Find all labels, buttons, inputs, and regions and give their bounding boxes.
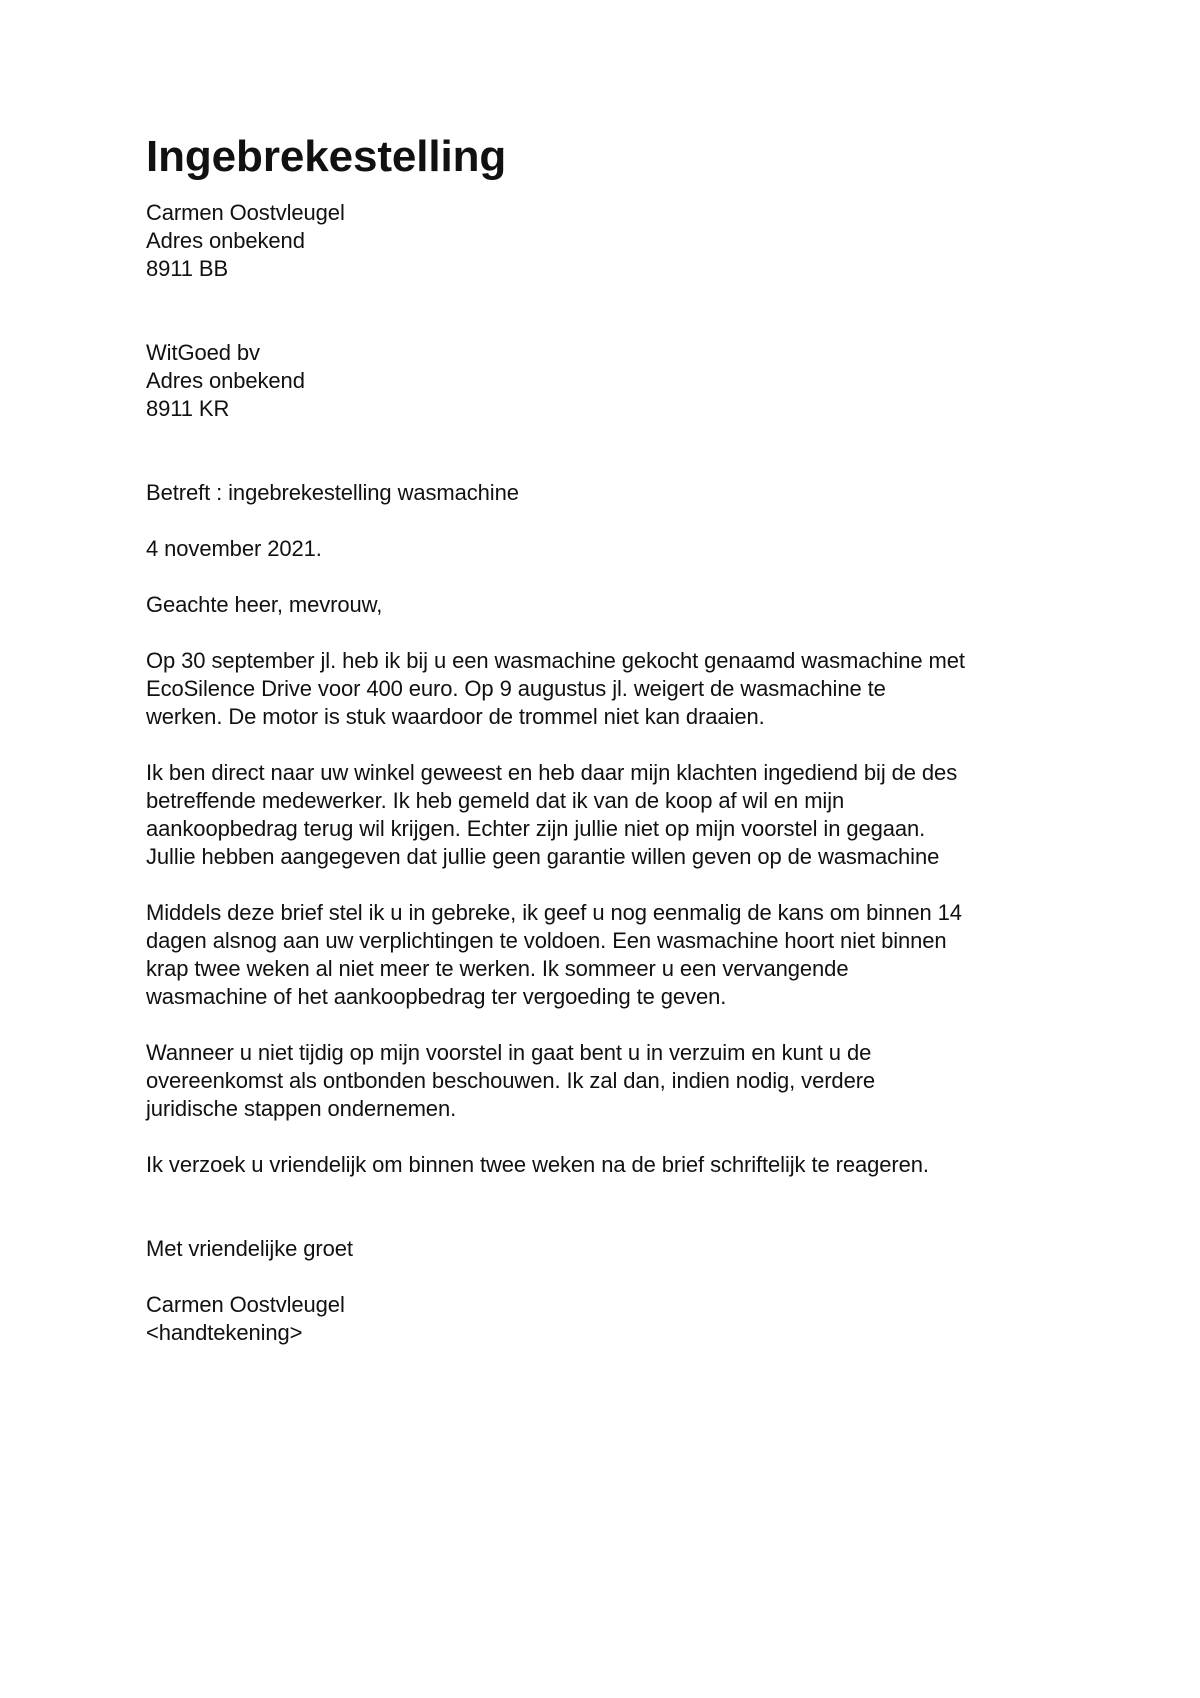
subject-line: Betreft : ingebrekestelling wasmachine bbox=[146, 480, 519, 505]
letter-title: Ingebrekestelling bbox=[146, 132, 507, 181]
spacer bbox=[146, 619, 1106, 647]
paragraph-line: aankoopbedrag terug wil krijgen. Echter zijn jullie niet op mijn voorstel in gegaan. bbox=[146, 816, 926, 841]
spacer bbox=[146, 1263, 1106, 1291]
paragraph-line: Middels deze brief stel ik u in gebreke, ik geef u nog eenmalig de kans om binnen 14 bbox=[146, 900, 962, 925]
paragraph-line: Ik ben direct naar uw winkel geweest en heb daar mijn klachten ingediend bij de des bbox=[146, 760, 958, 785]
paragraph-line: Op 30 september jl. heb ik bij u een wasmachine gekocht genaamd wasmachine met bbox=[146, 648, 965, 673]
paragraph-line: overeenkomst als ontbonden beschouwen. Ik zal dan, indien nodig, verdere bbox=[146, 1068, 876, 1093]
spacer bbox=[146, 871, 1106, 899]
recipient-name: WitGoed bv bbox=[146, 340, 260, 365]
sender-postcode: 8911 BB bbox=[146, 256, 229, 281]
paragraph-line: wasmachine of het aankoopbedrag ter vergoeding te geven. bbox=[146, 984, 727, 1009]
spacer bbox=[146, 731, 1106, 759]
closing: Met vriendelijke groet bbox=[146, 1236, 353, 1261]
paragraph-line: betreffende medewerker. Ik heb gemeld dat ik van de koop af wil en mijn bbox=[146, 788, 845, 813]
spacer bbox=[146, 563, 1106, 591]
letter-date: 4 november 2021. bbox=[146, 536, 322, 561]
recipient-address bbox=[146, 339, 1106, 423]
signature-name: Carmen Oostvleugel bbox=[146, 1292, 345, 1317]
paragraph-line: EcoSilence Drive voor 400 euro. Op 9 augustus jl. weigert de wasmachine te bbox=[146, 676, 886, 701]
paragraph-line: Wanneer u niet tijdig op mijn voorstel in gaat bent u in verzuim en kunt u de bbox=[146, 1040, 872, 1065]
recipient-postcode: 8911 KR bbox=[146, 396, 230, 421]
spacer bbox=[146, 1179, 1106, 1235]
sender-address bbox=[146, 199, 1106, 283]
paragraph-purchase bbox=[146, 647, 1106, 731]
paragraph-request bbox=[146, 1151, 1106, 1179]
spacer bbox=[146, 283, 1106, 339]
salutation: Geachte heer, mevrouw, bbox=[146, 592, 383, 617]
sender-name: Carmen Oostvleugel bbox=[146, 200, 345, 225]
signature-block bbox=[146, 1291, 1106, 1347]
spacer bbox=[146, 1011, 1106, 1039]
paragraph-complaint bbox=[146, 759, 1106, 871]
paragraph-line: Ik verzoek u vriendelijk om binnen twee weken na de brief schriftelijk te reageren. bbox=[146, 1152, 929, 1177]
recipient-street: Adres onbekend bbox=[146, 368, 305, 393]
paragraph-line: juridische stappen ondernemen. bbox=[146, 1096, 457, 1121]
spacer bbox=[146, 423, 1106, 479]
paragraph-line: werken. De motor is stuk waardoor de trommel niet kan draaien. bbox=[146, 704, 765, 729]
paragraph-default-notice bbox=[146, 899, 1106, 1011]
sender-street: Adres onbekend bbox=[146, 228, 305, 253]
paragraph-line: dagen alsnog aan uw verplichtingen te voldoen. Een wasmachine hoort niet binnen bbox=[146, 928, 947, 953]
paragraph-line: krap twee weken al niet meer te werken. Ik sommeer u een vervangende bbox=[146, 956, 849, 981]
paragraph-line: Jullie hebben aangegeven dat jullie geen garantie willen geven op de wasmachine bbox=[146, 844, 940, 869]
paragraph-consequences bbox=[146, 1039, 1106, 1123]
letter bbox=[146, 132, 1106, 1347]
spacer bbox=[146, 507, 1106, 535]
signature-placeholder: <handtekening> bbox=[146, 1320, 303, 1345]
spacer bbox=[146, 1123, 1106, 1151]
